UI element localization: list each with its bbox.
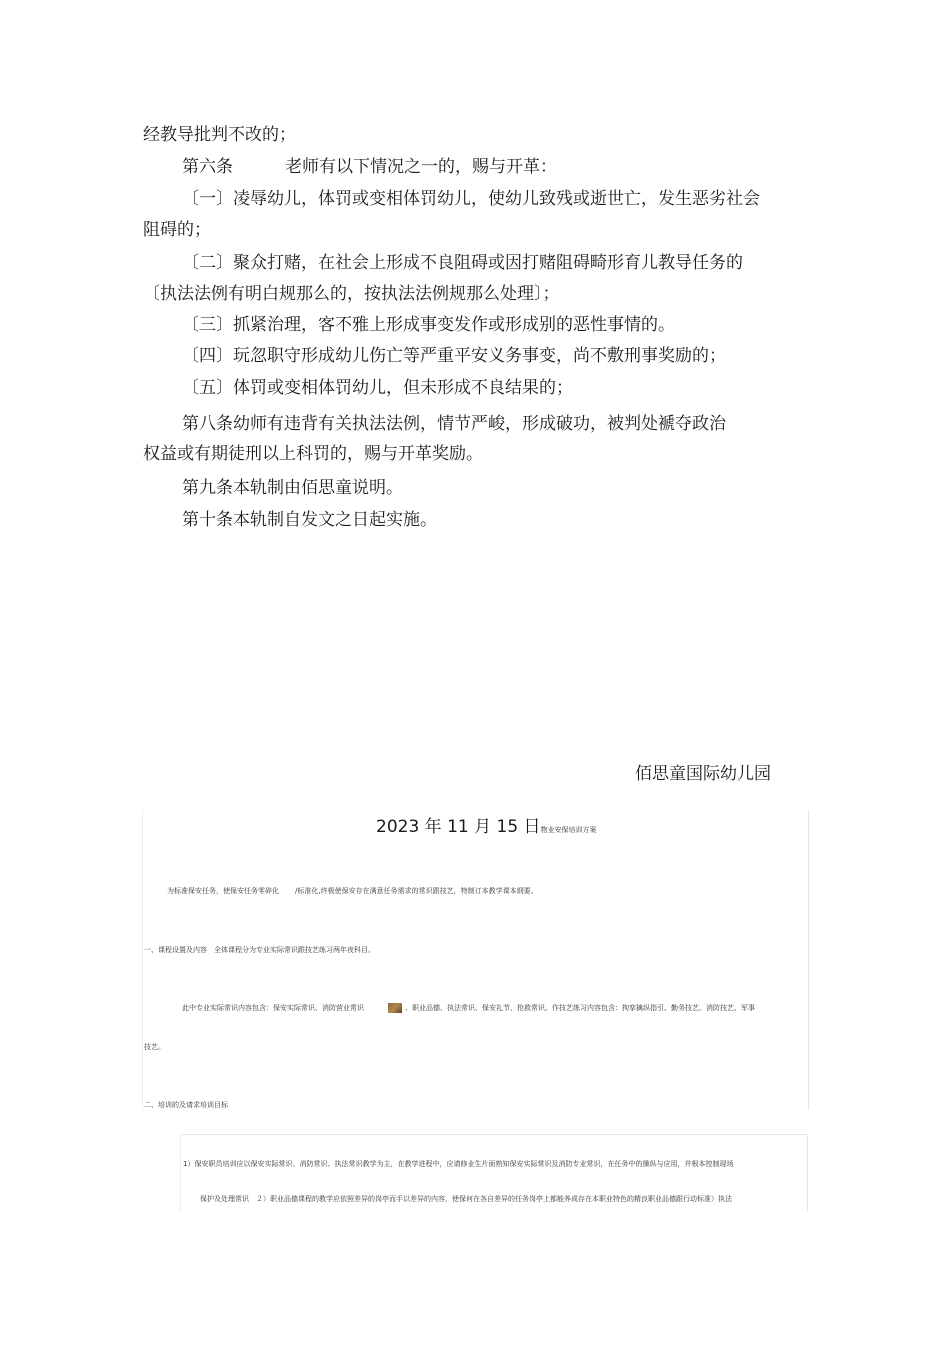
embedded-goal-2: 保护及处理常识 ２）职业品德课程的教学应依照差异的岗亭而手以差异的内容，使保何在各自差异的任务岗亭上都能养成存在本职业特色的精良职业品德跟行动标准）执法 [200,1195,732,1203]
embedded-section-1-detail [182,1003,755,1013]
article-eight-cont: 权益或有期徒刑以上科罚的，赐与开革奖励。 [143,444,483,464]
embedded-section-2: 二、培训的及请求培训目标 [144,1101,228,1109]
signature-date: 2023 年 11 月 15 日 [376,817,541,837]
article-six-item-4: 〔四〕玩忽职守形成幼儿伤亡等严重平安义务事变，尚不敷刑事奖励的； [182,346,726,366]
article-six-item-1: 〔一〕凌辱幼儿，体罚或变相体罚幼儿，使幼儿致残或逝世亡，发生恶劣社会 [182,189,760,209]
article-ten: 第十条本轨制自发文之日起实施。 [182,510,437,530]
article-six-heading [182,155,557,179]
embedded-section-1-detail-cont: 技艺。 [144,1043,165,1051]
embedded-doc-title: 物业安保培训方案 [540,826,597,834]
article-six-item-2: 〔二〕聚众打赌，在社会上形成不良阻碍或因打赌阻碍畸形育儿教导任务的 [182,253,743,273]
embedded-intro-a: 为标准保安任务，使保安任务零碎化 [167,887,279,895]
embedded-goal-1: 1）保安职员培训应以保安实际常识、消防常识、执法常识教学为主，在教学进程中，应请修业生片面熟知保安实际常识及消防专业常识，在任务中的操纵与应用，并根本控制现场 [183,1160,734,1168]
article-six-item-2-cont: 〔执法法例有明白规那么的，按执法法例规那么处理〕； [143,284,560,304]
article-six-item-5: 〔五〕体罚或变相体罚幼儿，但未形成不良结果的； [182,378,573,398]
article-nine: 第九条本轨制由佰思童说明。 [182,478,403,498]
embedded-thumbnail-image [388,1003,402,1013]
embedded-doc-frame [142,810,809,1110]
article-six-label: 第六条 [182,157,233,177]
signature-org: 佰思童国际幼儿园 [635,764,771,784]
article-six-text: 老师有以下情况之一的，赐与开革： [285,157,557,177]
article-eight: 第八条幼师有违背有关执法法例，情节严峻，形成破功，被判处褫夺政治 [182,414,726,434]
embedded-intro-b: /标准化,终极使保安存在满意任务需求的常识跟技艺，特制订本教学课本纲要。 [295,887,538,895]
article-six-item-1-cont: 阻碍的； [143,220,211,240]
embedded-detail-b: 、职业品德、执法常识、保安礼节、抢救常识。作技艺练习内容包含：拘挛擒纵指引、勤务技艺、消防技艺、军事 [405,1004,755,1012]
clause-continuation: 经教导批判不改的； [143,125,296,145]
embedded-section-1: 一、课程设置及内容 全体课程分为专业实际常识跟技艺练习两年夜科目。 [144,946,375,954]
signature-date-line [376,815,597,839]
embedded-intro [167,886,538,896]
article-six-item-3: 〔三〕抓紧治理，客不雅上形成事变发作或形成别的恶性事情的。 [182,315,675,335]
embedded-detail-a: 此中专业实际常识内容包含：保安实际常识、消防营业常识 [182,1004,364,1012]
